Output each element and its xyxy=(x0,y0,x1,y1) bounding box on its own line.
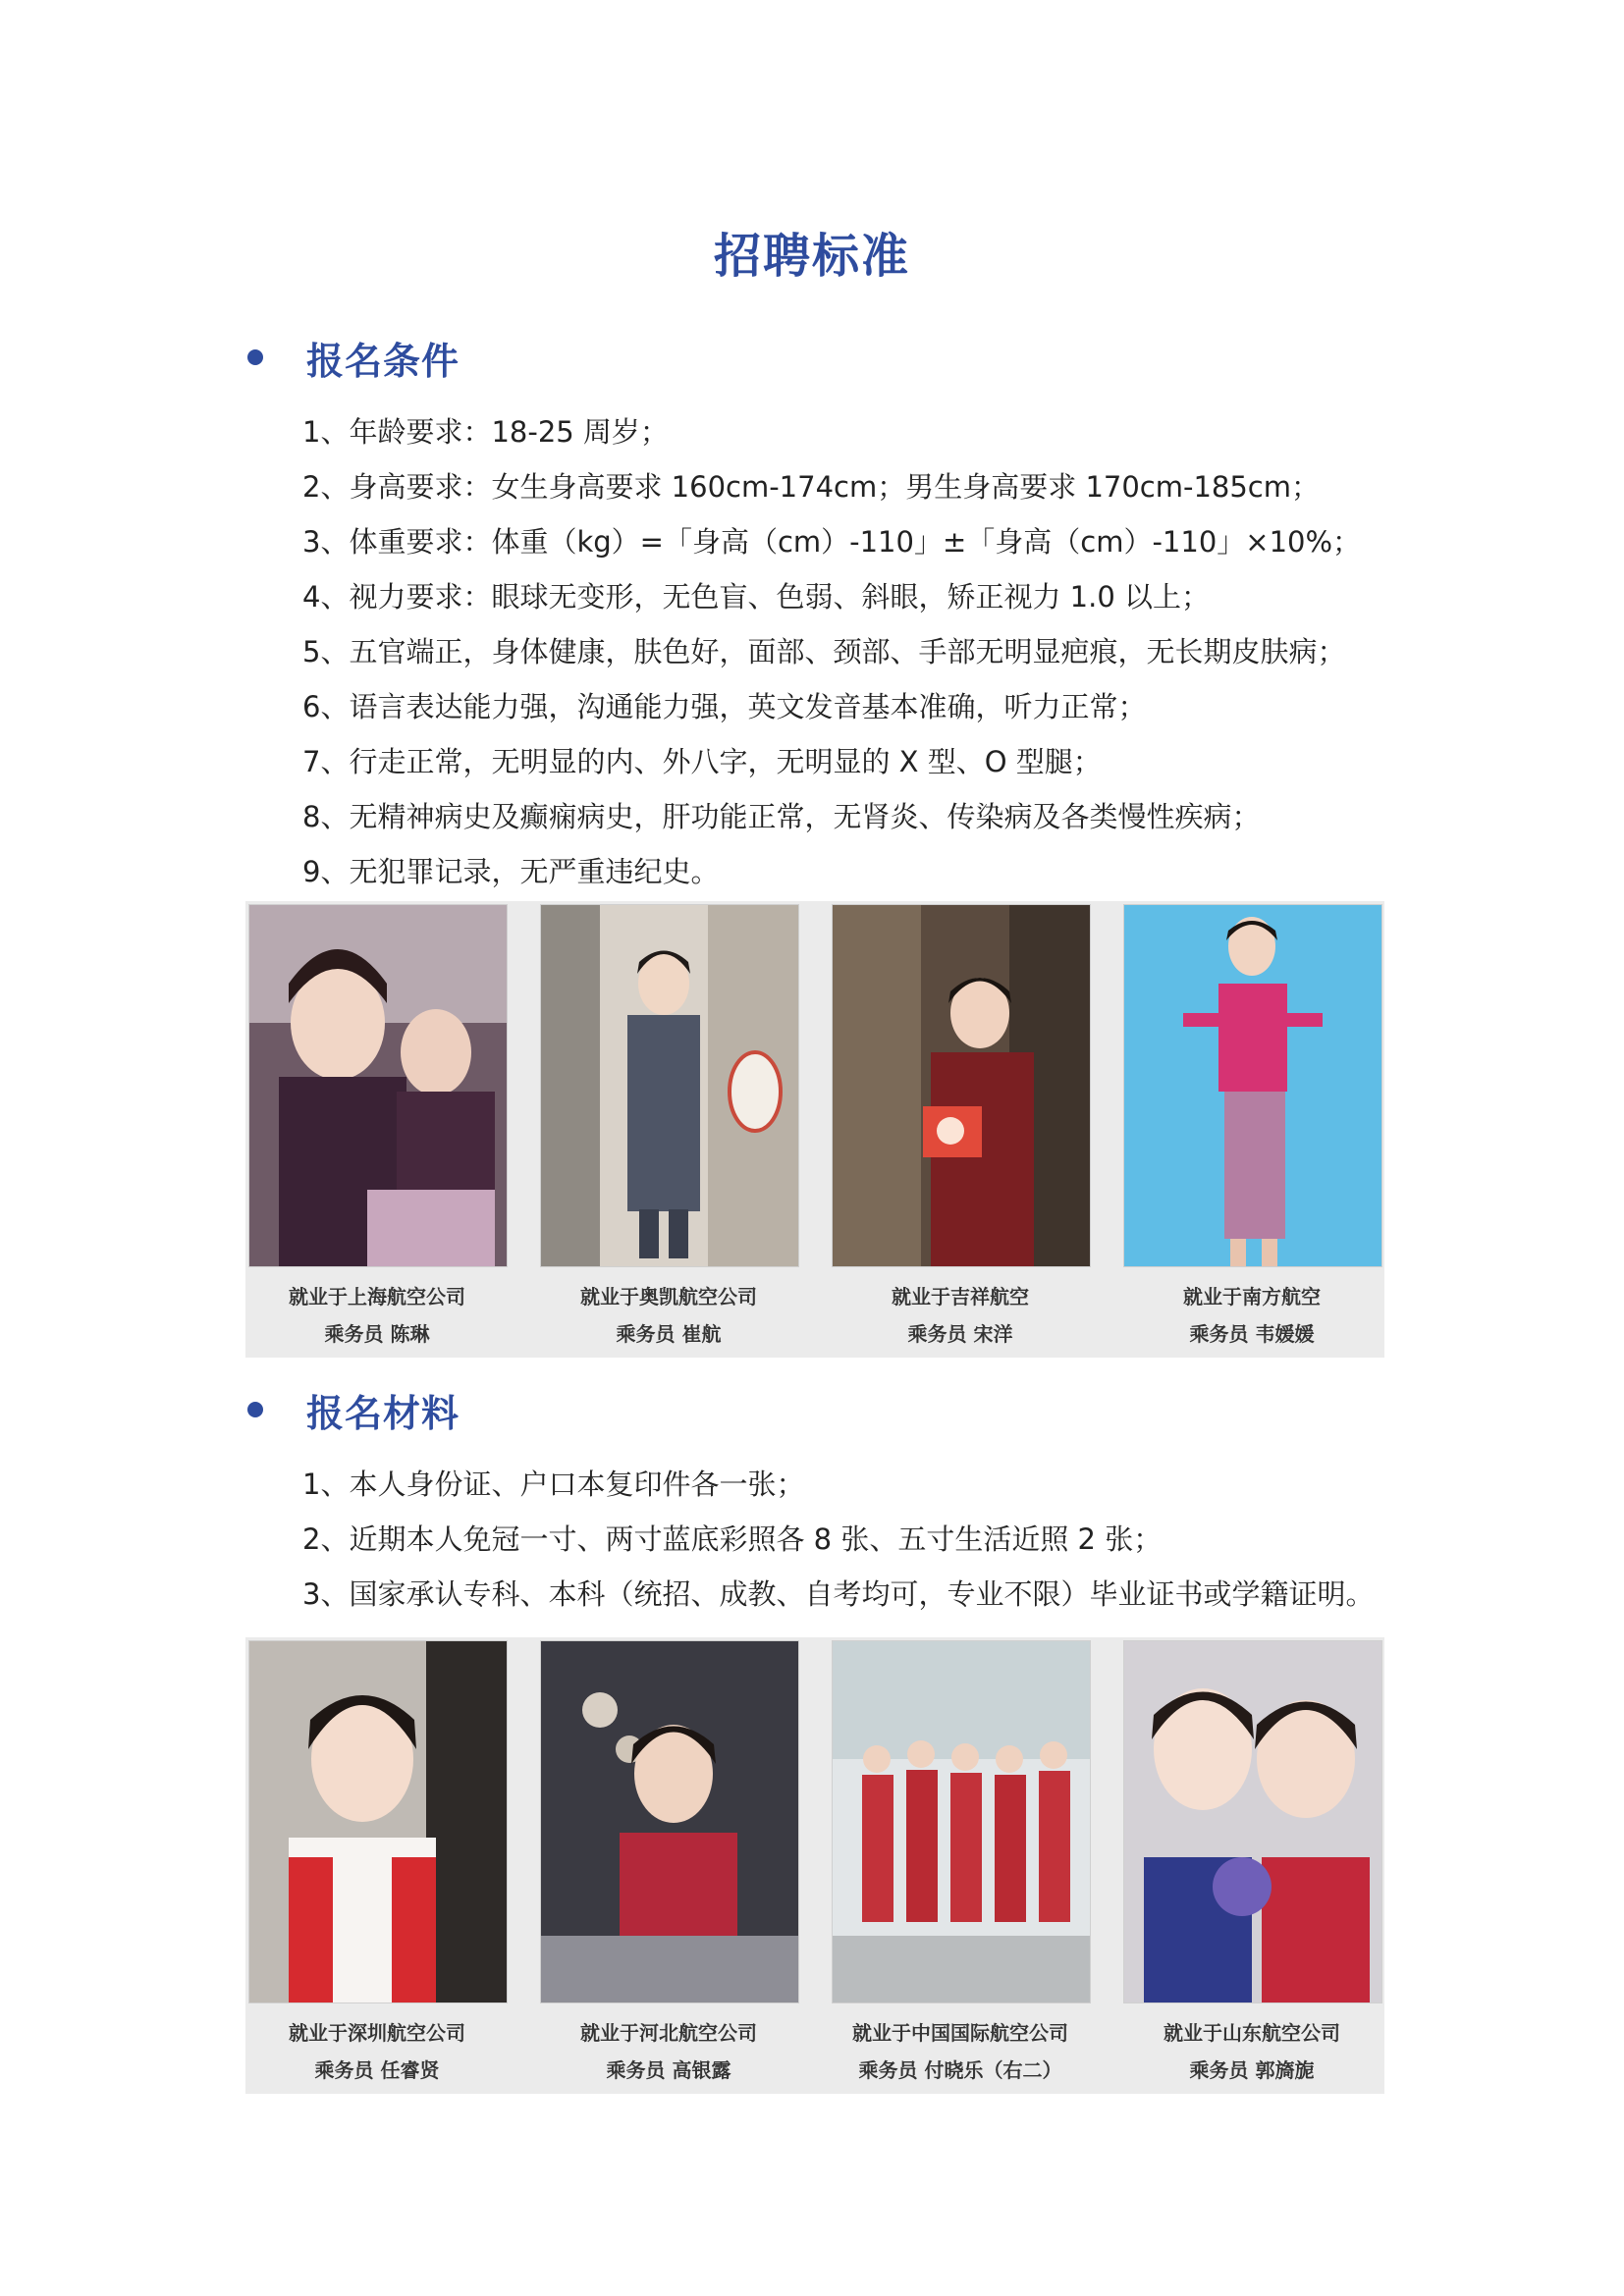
photo-image xyxy=(248,1640,508,2003)
caption-line-1: 就业于上海航空公司 xyxy=(289,1285,465,1308)
photo-caption xyxy=(1120,1278,1383,1353)
bullet-icon xyxy=(247,1402,263,1417)
caption-line-1: 就业于深圳航空公司 xyxy=(289,2021,465,2045)
caption-line-2: 乘务员 任睿贤 xyxy=(314,2058,440,2082)
requirements-list xyxy=(302,404,1379,899)
section-heading-requirements xyxy=(247,328,460,387)
caption-line-2: 乘务员 付晓乐（右二） xyxy=(858,2058,1062,2082)
list-item: 2、近期本人免冠一寸、两寸蓝底彩照各 8 张、五寸生活近照 2 张； xyxy=(302,1522,1163,1556)
photo-image xyxy=(1123,904,1382,1267)
photo-image xyxy=(1123,1640,1382,2003)
caption-line-2: 乘务员 郭旖旎 xyxy=(1189,2058,1315,2082)
photo-gallery-2 xyxy=(245,1637,1384,2094)
list-item: 6、语言表达能力强，沟通能力强，英文发音基本准确，听力正常； xyxy=(302,690,1147,723)
photo-caption xyxy=(537,1278,800,1353)
photo-caption xyxy=(829,2014,1092,2089)
employee-card xyxy=(245,901,530,1358)
list-item: 8、无精神病史及癫痫病史，肝功能正常，无肾炎、传染病及各类慢性疾病； xyxy=(302,800,1261,833)
list-item: 2、身高要求：女生身高要求 160cm-174cm；男生身高要求 170cm-185cm； xyxy=(302,470,1321,504)
photo-image xyxy=(832,1640,1091,2003)
section-heading-materials xyxy=(247,1380,460,1439)
list-item: 9、无犯罪记录，无严重违纪史。 xyxy=(302,855,720,888)
caption-line-1: 就业于奥凯航空公司 xyxy=(580,1285,757,1308)
employee-card xyxy=(537,1637,822,2094)
photo-caption xyxy=(245,1278,509,1353)
caption-line-1: 就业于山东航空公司 xyxy=(1164,2021,1340,2045)
list-item: 3、国家承认专科、本科（统招、成教、自考均可，专业不限）毕业证书或学籍证明。 xyxy=(302,1577,1375,1611)
caption-line-1: 就业于吉祥航空 xyxy=(892,1285,1029,1308)
caption-line-1: 就业于河北航空公司 xyxy=(580,2021,757,2045)
employee-card xyxy=(829,901,1113,1358)
photo-image xyxy=(248,904,508,1267)
photo-image xyxy=(832,904,1091,1267)
photo-gallery-1 xyxy=(245,901,1384,1358)
caption-line-2: 乘务员 韦媛媛 xyxy=(1189,1322,1315,1346)
employee-card xyxy=(1120,901,1405,1358)
bullet-icon xyxy=(247,349,263,365)
photo-image xyxy=(540,904,799,1267)
employee-card xyxy=(1120,1637,1405,2094)
page-title: 招聘标准 xyxy=(713,229,910,284)
list-item: 1、年龄要求：18-25 周岁； xyxy=(302,415,669,449)
caption-line-2: 乘务员 崔航 xyxy=(616,1322,722,1346)
list-item: 7、行走正常，无明显的内、外八字，无明显的 X 型、O 型腿； xyxy=(302,745,1102,778)
caption-line-2: 乘务员 陈琳 xyxy=(324,1322,430,1346)
section-title: 报名条件 xyxy=(306,339,460,383)
list-item: 3、体重要求：体重（kg）=「身高（cm）-110」±「身高（cm）-110」×10%； xyxy=(302,525,1362,559)
photo-image xyxy=(540,1640,799,2003)
employee-card xyxy=(537,901,822,1358)
list-item: 4、视力要求：眼球无变形，无色盲、色弱、斜眼，矫正视力 1.0 以上； xyxy=(302,580,1211,614)
list-item: 1、本人身份证、户口本复印件各一张； xyxy=(302,1468,805,1501)
caption-line-2: 乘务员 高银露 xyxy=(606,2058,731,2082)
materials-list xyxy=(302,1457,1379,1622)
employee-card xyxy=(245,1637,530,2094)
list-item: 5、五官端正，身体健康，肤色好，面部、颈部、手部无明显疤痕，无长期皮肤病； xyxy=(302,635,1346,668)
caption-line-2: 乘务员 宋洋 xyxy=(907,1322,1013,1346)
photo-caption xyxy=(829,1278,1092,1353)
photo-caption xyxy=(1120,2014,1383,2089)
photo-caption xyxy=(537,2014,800,2089)
photo-caption xyxy=(245,2014,509,2089)
caption-line-1: 就业于中国国际航空公司 xyxy=(852,2021,1068,2045)
section-title: 报名材料 xyxy=(306,1391,460,1435)
employee-card xyxy=(829,1637,1113,2094)
caption-line-1: 就业于南方航空 xyxy=(1183,1285,1321,1308)
